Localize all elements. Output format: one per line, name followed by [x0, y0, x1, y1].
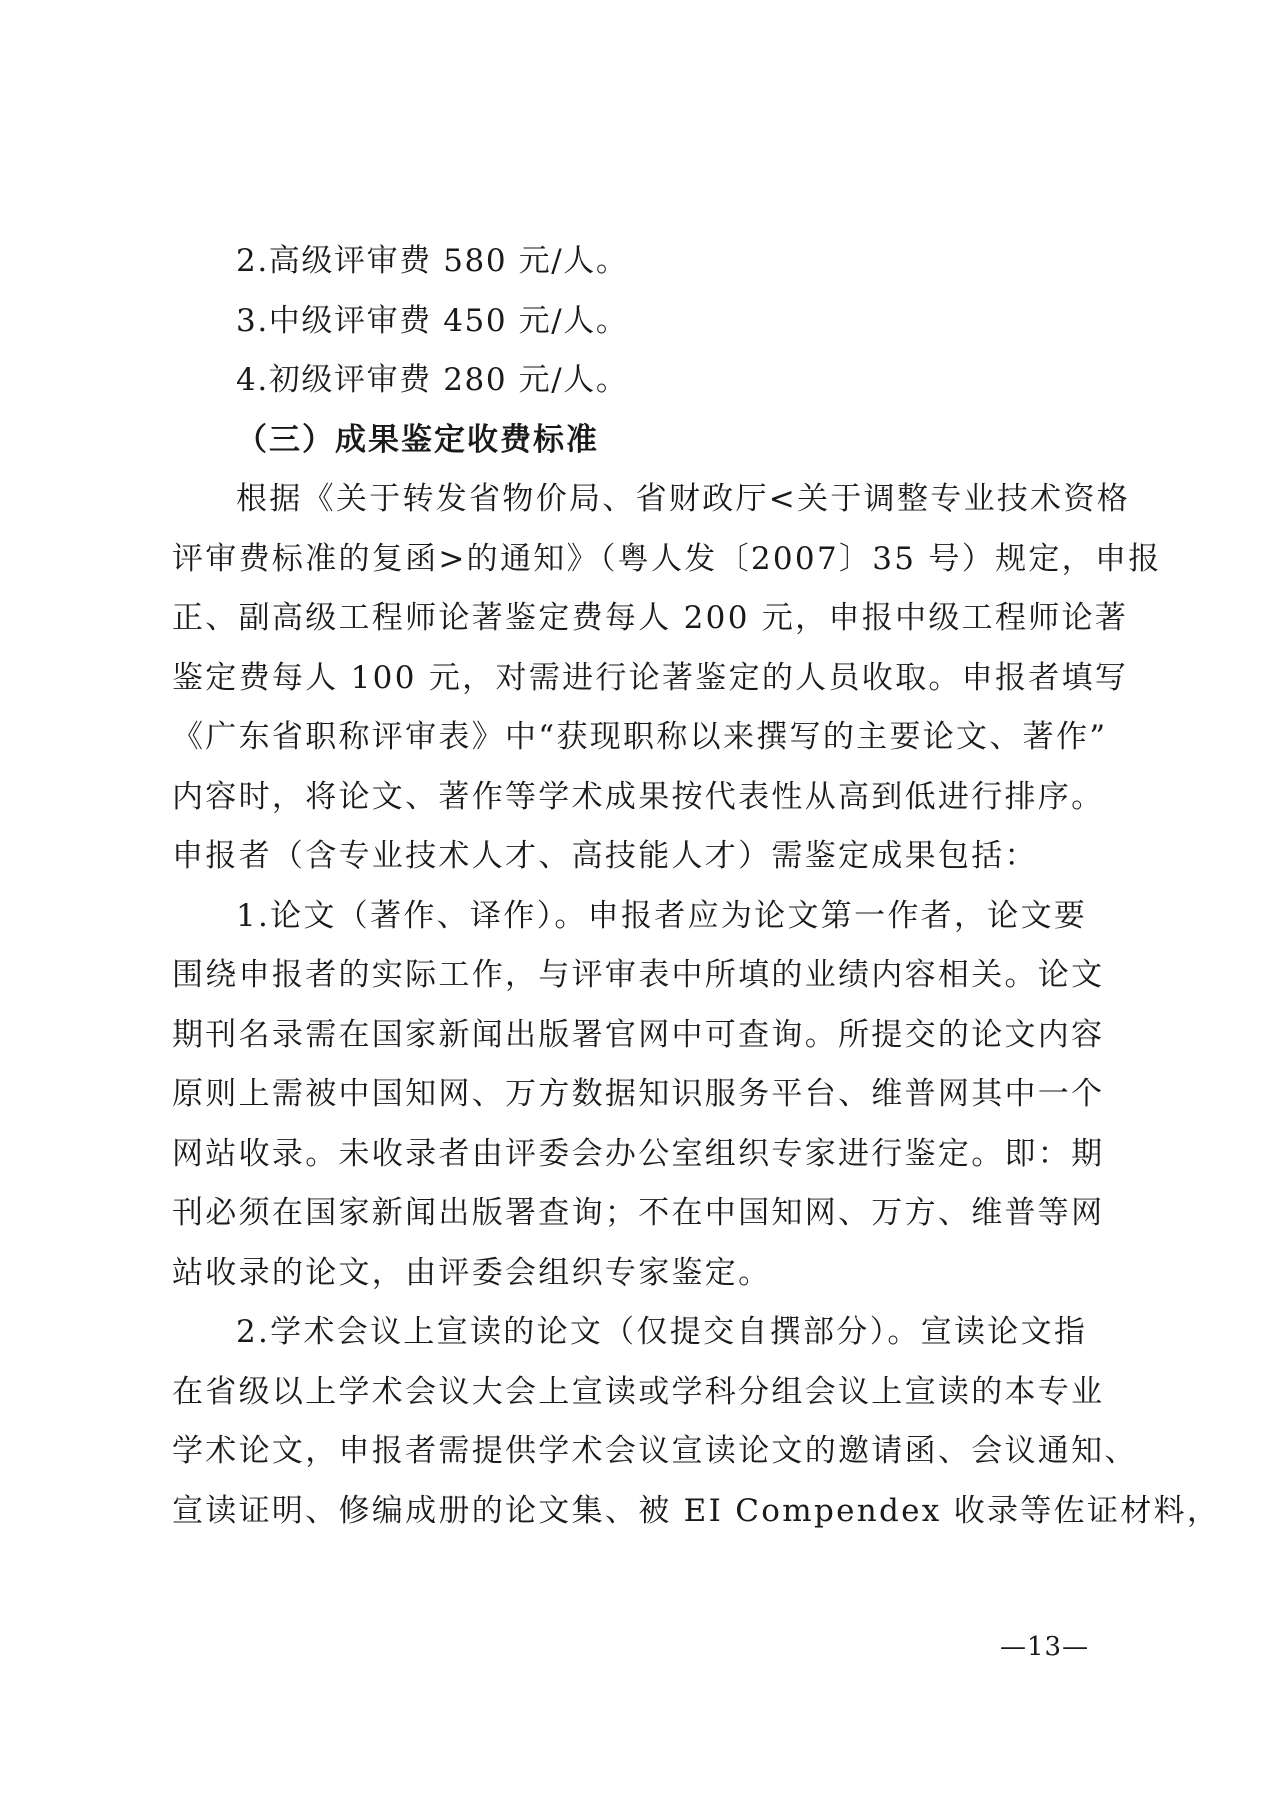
paragraph-line: 期刊名录需在国家新闻出版署官网中可查询。所提交的论文内容: [172, 1016, 1105, 1053]
paragraph-line: 围绕申报者的实际工作，与评审表中所填的业绩内容相关。论文: [172, 957, 1105, 993]
paragraph-line: 原则上需被中国知网、万方数据知识服务平台、维普网其中一个: [172, 1076, 1105, 1112]
paragraph-line: 1.论文（著作、译作）。申报者应为论文第一作者，论文要: [236, 897, 1088, 934]
paragraph-line: 鉴定费每人 100 元，对需进行论著鉴定的人员收取。申报者填写: [172, 659, 1129, 696]
paragraph-line: 《广东省职称评审表》中“获现职称以来撰写的主要论文、著作”: [172, 719, 1108, 755]
fee-item-junior: 4.初级评审费 280 元/人。: [236, 362, 629, 398]
paragraph-line: 内容时，将论文、著作等学术成果按代表性从高到低进行排序。: [172, 778, 1105, 815]
paragraph-line: 评审费标准的复函>的通知》（粤人发〔2007〕35 号）规定，申报: [172, 540, 1162, 577]
fee-item-intermediate: 3.中级评审费 450 元/人。: [236, 302, 629, 339]
paragraph-line: 站收录的论文，由评委会组织专家鉴定。: [172, 1254, 772, 1291]
document-body: [172, 232, 1221, 1541]
paragraph-line: 申报者（含专业技术人才、高技能人才）需鉴定成果包括：: [172, 838, 1038, 874]
paragraph-line: 根据《关于转发省物价局、省财政厅<关于调整专业技术资格: [236, 481, 1131, 517]
paragraph-line: 宣读证明、修编成册的论文集、被 EI Compendex 收录等佐证材料，: [172, 1492, 1221, 1529]
paragraph-line: 正、副高级工程师论著鉴定费每人 200 元，申报中级工程师论著: [172, 600, 1129, 636]
paragraph-line: 网站收录。未收录者由评委会办公室组织专家进行鉴定。即：期: [172, 1135, 1105, 1172]
paragraph-line: 2.学术会议上宣读的论文（仅提交自撰部分）。宣读论文指: [236, 1314, 1088, 1350]
fee-item-senior: 2.高级评审费 580 元/人。: [236, 243, 629, 279]
section-heading: （三）成果鉴定收费标准: [236, 421, 599, 458]
paragraph-line: 在省级以上学术会议大会上宣读或学科分组会议上宣读的本专业: [172, 1373, 1105, 1410]
paragraph-line: 刊必须在国家新闻出版署查询；不在中国知网、万方、维普等网: [172, 1195, 1105, 1231]
paragraph-line: 学术论文，申报者需提供学术会议宣读论文的邀请函、会议通知、: [172, 1433, 1138, 1469]
page-number: —13—: [1000, 1632, 1090, 1662]
